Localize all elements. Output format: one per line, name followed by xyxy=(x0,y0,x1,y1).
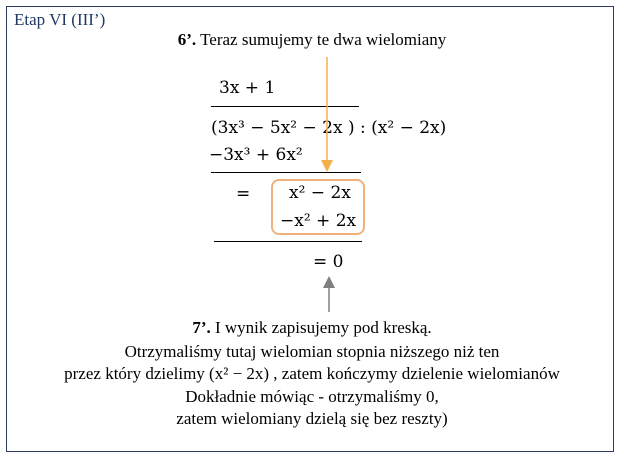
subtract-rule xyxy=(211,172,361,173)
subtract-line: −3x³ + 6x² xyxy=(209,145,303,165)
quotient-rule xyxy=(211,106,359,107)
dividend-line: (3x³ − 5x² − 2x ) : (x² − 2x) xyxy=(211,118,447,138)
stage-title: Etap VI (III’) xyxy=(14,10,106,29)
result-rule xyxy=(214,241,362,242)
result-zero: = 0 xyxy=(313,252,344,272)
remainder-row2: −x² + 2x xyxy=(280,211,357,231)
step7-caption xyxy=(0,316,624,339)
step6-text: Teraz sumujemy te dwa wielomiany xyxy=(196,30,447,49)
quotient: 3x + 1 xyxy=(219,78,276,98)
step7-line2: Otrzymaliśmy tutaj wielomian stopnia niższego niż ten xyxy=(124,342,500,361)
step7-line3: przez który dzielimy (x² − 2x) , zatem kończymy dzielenie wielomianów xyxy=(64,364,560,383)
step7-line5: zatem wielomiany dzielą się bez reszty) xyxy=(176,409,448,428)
step7-line1: I wynik zapisujemy pod kreską. xyxy=(210,318,432,337)
step6-number: 6’. xyxy=(177,30,197,49)
equals-sign: = xyxy=(236,184,251,204)
step6-caption xyxy=(0,30,624,50)
step7-line4: Dokładnie mówiąc - otrzymaliśmy 0, xyxy=(185,387,439,406)
remainder-row1: x² − 2x xyxy=(289,183,351,203)
step7-number: 7’. xyxy=(192,318,211,337)
